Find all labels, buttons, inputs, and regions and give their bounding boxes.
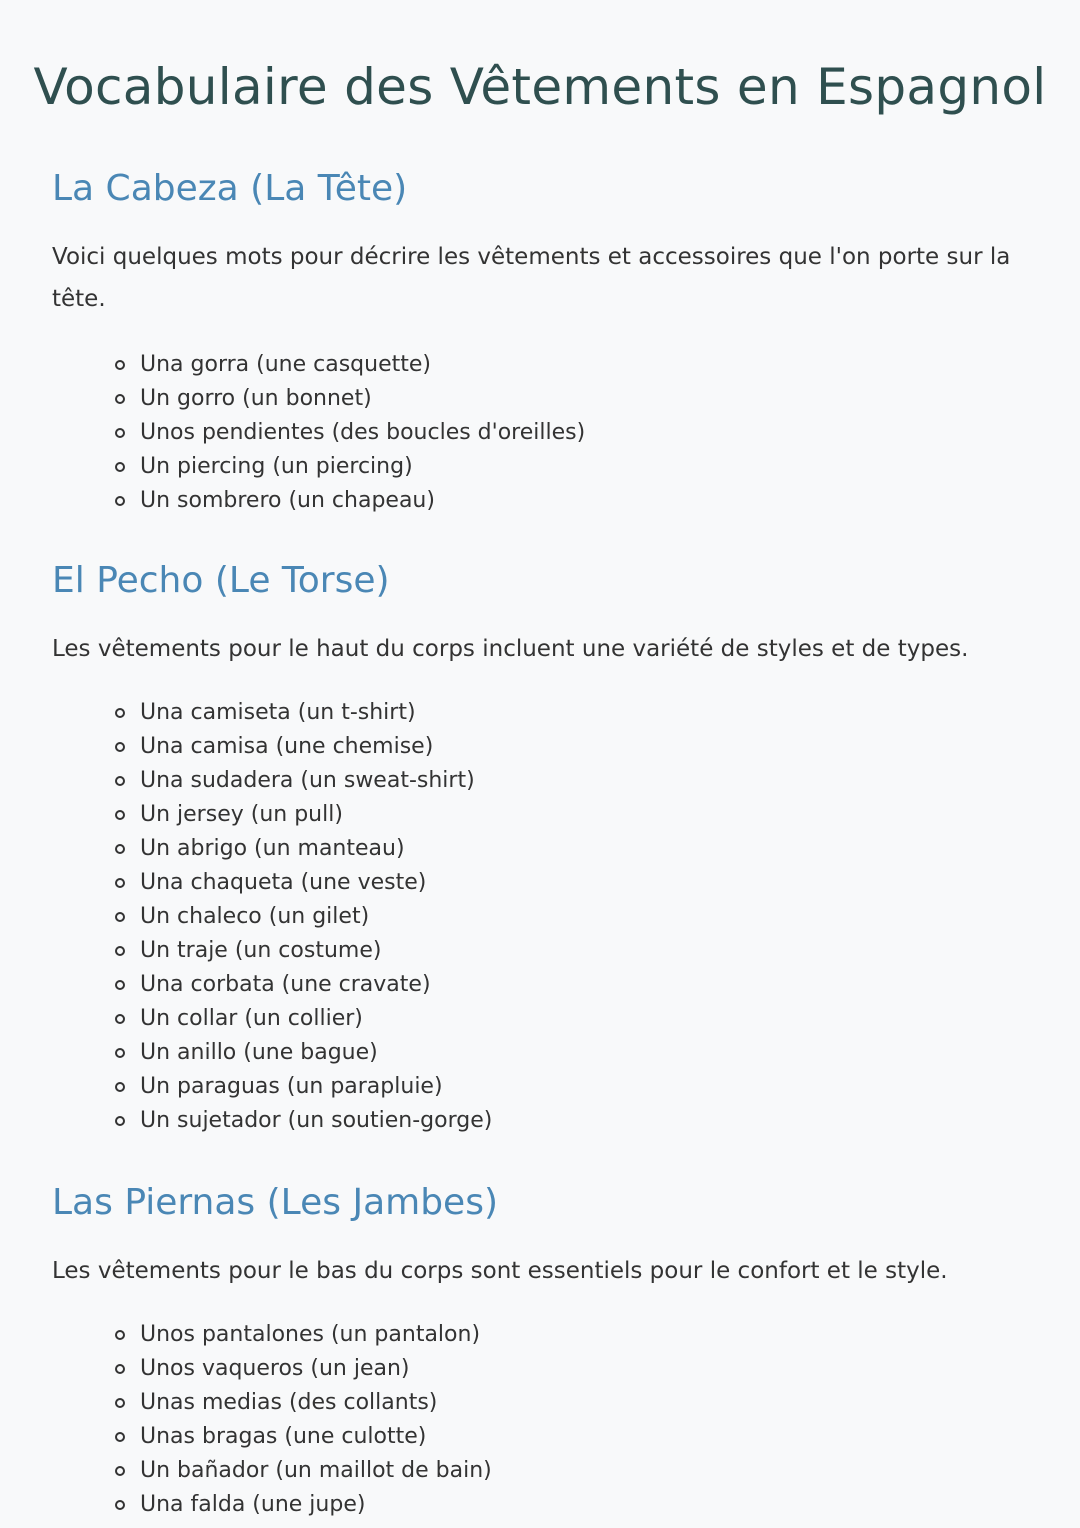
circle-bullet-icon	[115, 1398, 125, 1408]
circle-bullet-icon	[115, 708, 125, 718]
list-item	[52, 968, 1042, 1002]
section-pecho	[52, 556, 1042, 1138]
section-intro: Les vêtements pour le haut du corps incluent une variété de styles et de types.	[52, 636, 969, 662]
circle-bullet-icon	[115, 1432, 125, 1442]
list-item	[52, 1036, 1042, 1070]
list-item-text: Unas medias (des collants)	[140, 1390, 438, 1415]
list-item-text: Una falda (une jupe)	[140, 1492, 366, 1517]
list-item-text: Un paraguas (un parapluie)	[140, 1074, 443, 1099]
circle-bullet-icon	[115, 360, 125, 370]
list-item	[52, 730, 1042, 764]
list-item-text: Una camisa (une chemise)	[140, 734, 434, 759]
circle-bullet-icon	[115, 1116, 125, 1126]
list-item	[52, 1386, 1042, 1420]
circle-bullet-icon	[115, 776, 125, 786]
list-item	[52, 832, 1042, 866]
list-item	[52, 900, 1042, 934]
list-item	[52, 1352, 1042, 1386]
list-item-text: Un abrigo (un manteau)	[140, 836, 405, 861]
list-item	[52, 1318, 1042, 1352]
section-heading: Las Piernas (Les Jambes)	[52, 1182, 498, 1223]
circle-bullet-icon	[115, 912, 125, 922]
list-item-text: Una corbata (une cravate)	[140, 972, 431, 997]
list-item-text: Unos vaqueros (un jean)	[140, 1356, 410, 1381]
list-item	[52, 934, 1042, 968]
circle-bullet-icon	[115, 428, 125, 438]
list-item	[52, 1002, 1042, 1036]
list-item	[52, 764, 1042, 798]
list-item-text: Un collar (un collier)	[140, 1006, 363, 1031]
list-item-text: Un piercing (un piercing)	[140, 454, 413, 479]
list-item	[52, 798, 1042, 832]
circle-bullet-icon	[115, 878, 125, 888]
vocabulary-list	[52, 696, 1042, 1138]
circle-bullet-icon	[115, 1364, 125, 1374]
list-item-text: Una gorra (une casquette)	[140, 352, 431, 377]
list-item-text: Unos pendientes (des boucles d'oreilles)	[140, 420, 586, 445]
circle-bullet-icon	[115, 1014, 125, 1024]
list-item-text: Un anillo (une bague)	[140, 1040, 378, 1065]
circle-bullet-icon	[115, 980, 125, 990]
circle-bullet-icon	[115, 1330, 125, 1340]
section-piernas	[52, 1178, 1042, 1522]
list-item	[52, 484, 1042, 518]
circle-bullet-icon	[115, 1466, 125, 1476]
list-item-text: Un bañador (un maillot de bain)	[140, 1458, 492, 1483]
list-item	[52, 1454, 1042, 1488]
list-item-text: Un gorro (un bonnet)	[140, 386, 372, 411]
circle-bullet-icon	[115, 1048, 125, 1058]
list-item-text: Un jersey (un pull)	[140, 802, 343, 827]
list-item-text: Un traje (un costume)	[140, 938, 382, 963]
list-item-text: Un sombrero (un chapeau)	[140, 488, 435, 513]
circle-bullet-icon	[115, 946, 125, 956]
list-item	[52, 866, 1042, 900]
section-intro: Les vêtements pour le bas du corps sont essentiels pour le confort et le style.	[52, 1258, 948, 1284]
circle-bullet-icon	[115, 394, 125, 404]
vocabulary-list	[52, 348, 1042, 518]
list-item	[52, 416, 1042, 450]
list-item	[52, 1420, 1042, 1454]
list-item-text: Una camiseta (un t-shirt)	[140, 700, 416, 725]
section-heading: La Cabeza (La Tête)	[52, 168, 408, 209]
list-item	[52, 1488, 1042, 1522]
list-item	[52, 1070, 1042, 1104]
vocabulary-list	[52, 1318, 1042, 1522]
circle-bullet-icon	[115, 742, 125, 752]
list-item	[52, 382, 1042, 416]
circle-bullet-icon	[115, 1500, 125, 1510]
circle-bullet-icon	[115, 1082, 125, 1092]
section-intro: Voici quelques mots pour décrire les vêtements et accessoires que l'on porte sur la tête.	[52, 244, 1011, 312]
section-cabeza	[52, 164, 1042, 518]
circle-bullet-icon	[115, 810, 125, 820]
circle-bullet-icon	[115, 462, 125, 472]
list-item-text: Una sudadera (un sweat-shirt)	[140, 768, 475, 793]
list-item-text: Unos pantalones (un pantalon)	[140, 1322, 481, 1347]
list-item	[52, 1104, 1042, 1138]
page-title: Vocabulaire des Vêtements en Espagnol	[33, 58, 1047, 116]
list-item-text: Unas bragas (une culotte)	[140, 1424, 427, 1449]
list-item-text: Un sujetador (un soutien-gorge)	[140, 1108, 493, 1133]
list-item-text: Un chaleco (un gilet)	[140, 904, 370, 929]
circle-bullet-icon	[115, 496, 125, 506]
list-item-text: Una chaqueta (une veste)	[140, 870, 427, 895]
list-item	[52, 696, 1042, 730]
list-item	[52, 348, 1042, 382]
circle-bullet-icon	[115, 844, 125, 854]
section-heading: El Pecho (Le Torse)	[52, 560, 390, 601]
list-item	[52, 450, 1042, 484]
